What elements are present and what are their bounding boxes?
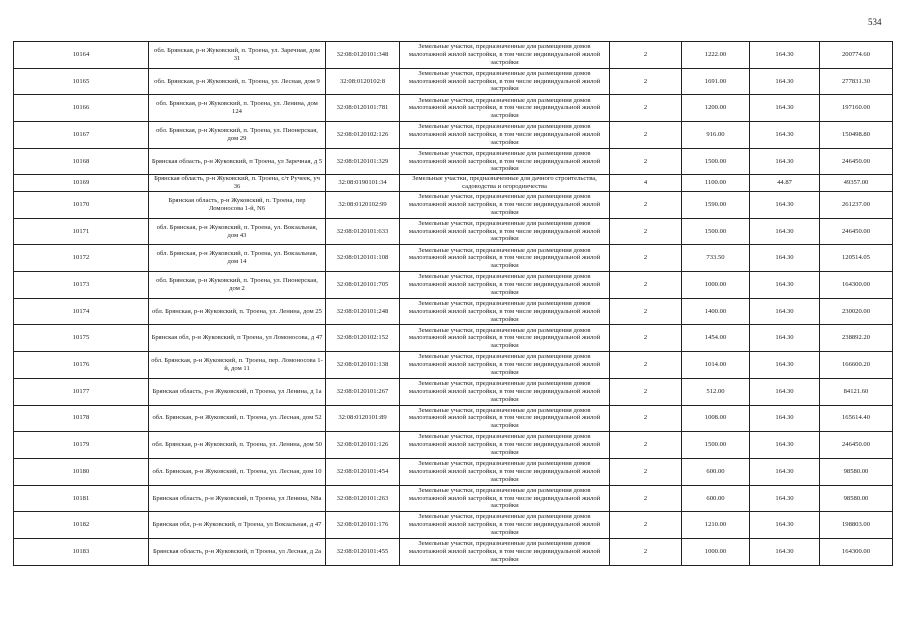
address-cell: обл. Брянская, р-н Жуковский, п. Троена, ул. Заречная, дом 31: [149, 42, 326, 69]
category-cell: 2: [610, 405, 682, 432]
cadastral-value-cell: 164300.00: [820, 272, 893, 299]
category-cell: 2: [610, 352, 682, 379]
table-row: [14, 485, 893, 512]
category-cell: 2: [610, 95, 682, 122]
cadastral-value-cell: 84121.60: [820, 378, 893, 405]
page-number: 534: [868, 17, 882, 27]
cadastral-number-cell: 32:08:0120101:89: [326, 405, 400, 432]
cadastral-number-cell: 32:08:0120102:8: [326, 68, 400, 95]
area-cell: 1590.00: [682, 192, 750, 219]
table-row: [14, 245, 893, 272]
address-cell: Брянская обл, р-н Жуковский, п Троена, ул Вокзальная, д 47: [149, 512, 326, 539]
table-row: [14, 175, 893, 192]
parcel-id-cell: 10165: [14, 68, 149, 95]
table-row: [14, 192, 893, 219]
land-use-cell: Земельные участки, предназначенные для размещения домов малоэтажной жилой застройки, в том числе индивидуальной жилой застройки: [400, 538, 610, 565]
cadastral-number-cell: 32:08:0120101:633: [326, 218, 400, 245]
land-use-cell: Земельные участки, предназначенные для размещения домов малоэтажной жилой застройки, в том числе индивидуальной жилой застройки: [400, 68, 610, 95]
parcel-id-cell: 10175: [14, 325, 149, 352]
land-use-cell: Земельные участки, предназначенные для размещения домов малоэтажной жилой застройки, в том числе индивидуальной жилой застройки: [400, 148, 610, 175]
rate-cell: 164.30: [750, 68, 820, 95]
table-row: [14, 405, 893, 432]
address-cell: обл. Брянская, р-н Жуковский, п. Троена, ул. Вокзальная, дом 43: [149, 218, 326, 245]
cadastral-value-cell: 120514.05: [820, 245, 893, 272]
rate-cell: 164.30: [750, 485, 820, 512]
parcel-id-cell: 10173: [14, 272, 149, 299]
parcel-id-cell: 10172: [14, 245, 149, 272]
address-cell: обл. Брянская, р-н Жуковский, п. Троена, ул. Лесная, дом 9: [149, 68, 326, 95]
cadastral-value-cell: 200774.60: [820, 42, 893, 69]
address-cell: обл. Брянская, р-н Жуковский, п. Троена, ул. Лесная, дом 10: [149, 458, 326, 485]
rate-cell: 164.30: [750, 458, 820, 485]
land-use-cell: Земельные участки, предназначенные для размещения домов малоэтажной жилой застройки, в том числе индивидуальной жилой застройки: [400, 122, 610, 149]
category-cell: 2: [610, 512, 682, 539]
parcel-id-cell: 10171: [14, 218, 149, 245]
area-cell: 600.00: [682, 458, 750, 485]
rate-cell: 164.30: [750, 298, 820, 325]
category-cell: 2: [610, 148, 682, 175]
rate-cell: 164.30: [750, 405, 820, 432]
area-cell: 1454.00: [682, 325, 750, 352]
category-cell: 2: [610, 325, 682, 352]
land-use-cell: Земельные участки, предназначенные для размещения домов малоэтажной жилой застройки, в том числе индивидуальной жилой застройки: [400, 325, 610, 352]
parcel-id-cell: 10183: [14, 538, 149, 565]
parcel-id-cell: 10181: [14, 485, 149, 512]
cadastral-number-cell: 32:08:0120101:176: [326, 512, 400, 539]
area-cell: 1500.00: [682, 218, 750, 245]
land-use-cell: Земельные участки, предназначенные для размещения домов малоэтажной жилой застройки, в том числе индивидуальной жилой застройки: [400, 352, 610, 379]
cadastral-number-cell: 32:08:0120101:248: [326, 298, 400, 325]
parcel-id-cell: 10182: [14, 512, 149, 539]
address-cell: обл. Брянская, р-н Жуковский, п. Троена, ул. Лесная, дом 52: [149, 405, 326, 432]
address-cell: обл. Брянская, р-н Жуковский, п. Троена, ул. Вокзальная, дом 14: [149, 245, 326, 272]
address-cell: Брянская область, р-н Жуковский, п. Троена, пер Ломоносова 1-й, N6: [149, 192, 326, 219]
rate-cell: 164.30: [750, 378, 820, 405]
land-use-cell: Земельные участки, предназначенные для размещения домов малоэтажной жилой застройки, в том числе индивидуальной жилой застройки: [400, 95, 610, 122]
table-row: [14, 458, 893, 485]
land-use-cell: Земельные участки, предназначенные для размещения домов малоэтажной жилой застройки, в том числе индивидуальной жилой застройки: [400, 432, 610, 459]
rate-cell: 164.30: [750, 218, 820, 245]
address-cell: Брянская обл, р-н Жуковский, п Троена, ул Ломоносова, д 47: [149, 325, 326, 352]
land-use-cell: Земельные участки, предназначенные для размещения домов малоэтажной жилой застройки, в том числе индивидуальной жилой застройки: [400, 485, 610, 512]
land-use-cell: Земельные участки, предназначенные для размещения домов малоэтажной жилой застройки, в том числе индивидуальной жилой застройки: [400, 458, 610, 485]
land-use-cell: Земельные участки, предназначенные для размещения домов малоэтажной жилой застройки, в том числе индивидуальной жилой застройки: [400, 378, 610, 405]
address-cell: Брянская область, р-н Жуковский, п Троена, ул Заречная, д 5: [149, 148, 326, 175]
table-row: [14, 538, 893, 565]
cadastral-number-cell: 32:08:0120101:781: [326, 95, 400, 122]
address-cell: обл. Брянская, р-н Жуковский, п. Троена, ул. Ленина, дом 25: [149, 298, 326, 325]
cadastral-value-cell: 166600.20: [820, 352, 893, 379]
area-cell: 733.50: [682, 245, 750, 272]
land-use-cell: Земельные участки, предназначенные для размещения домов малоэтажной жилой застройки, в том числе индивидуальной жилой застройки: [400, 218, 610, 245]
table-row: [14, 42, 893, 69]
cadastral-value-cell: 246450.00: [820, 218, 893, 245]
cadastral-number-cell: 32:08:0120102:152: [326, 325, 400, 352]
parcel-id-cell: 10174: [14, 298, 149, 325]
cadastral-value-cell: 230020.00: [820, 298, 893, 325]
land-use-cell: Земельные участки, предназначенные для размещения домов малоэтажной жилой застройки, в том числе индивидуальной жилой застройки: [400, 405, 610, 432]
cadastral-value-cell: 164300.00: [820, 538, 893, 565]
parcel-id-cell: 10177: [14, 378, 149, 405]
parcel-id-cell: 10180: [14, 458, 149, 485]
cadastral-value-cell: 197160.00: [820, 95, 893, 122]
area-cell: 600.00: [682, 485, 750, 512]
rate-cell: 164.30: [750, 192, 820, 219]
parcel-id-cell: 10170: [14, 192, 149, 219]
area-cell: 1400.00: [682, 298, 750, 325]
category-cell: 2: [610, 538, 682, 565]
area-cell: 1210.00: [682, 512, 750, 539]
rate-cell: 164.30: [750, 148, 820, 175]
category-cell: 2: [610, 458, 682, 485]
address-cell: Брянская область, р-н Жуковский, п. Троена, с/т Ручеек, уч 36: [149, 175, 326, 192]
cadastral-value-cell: 98580.00: [820, 485, 893, 512]
cadastral-value-cell: 238892.20: [820, 325, 893, 352]
cadastral-number-cell: 32:08:0190101:34: [326, 175, 400, 192]
cadastral-number-cell: 32:08:0120101:348: [326, 42, 400, 69]
rate-cell: 164.30: [750, 95, 820, 122]
category-cell: 2: [610, 298, 682, 325]
table-row: [14, 512, 893, 539]
cadastral-value-cell: 98580.00: [820, 458, 893, 485]
parcel-id-cell: 10168: [14, 148, 149, 175]
cadastral-number-cell: 32:08:0120101:108: [326, 245, 400, 272]
cadastral-number-cell: 32:08:0120101:454: [326, 458, 400, 485]
table-row: [14, 352, 893, 379]
table-row: [14, 432, 893, 459]
address-cell: Брянская область, р-н Жуковский, п Троена, ул Ленина, N8а: [149, 485, 326, 512]
address-cell: обл. Брянская, р-н Жуковский, п. Троена, пер. Ломоносова 1-й, дом 11: [149, 352, 326, 379]
land-registry-table: [13, 41, 893, 566]
cadastral-value-cell: 246450.00: [820, 148, 893, 175]
category-cell: 2: [610, 42, 682, 69]
address-cell: обл. Брянская, р-н Жуковский, п. Троена, ул. Пионерская, дом 29: [149, 122, 326, 149]
category-cell: 2: [610, 245, 682, 272]
area-cell: 1200.00: [682, 95, 750, 122]
category-cell: 2: [610, 68, 682, 95]
cadastral-value-cell: 49357.00: [820, 175, 893, 192]
land-use-cell: Земельные участки, предназначенные для дачного строительства, садоводства и огородничества: [400, 175, 610, 192]
rate-cell: 164.30: [750, 432, 820, 459]
rate-cell: 164.30: [750, 42, 820, 69]
parcel-id-cell: 10176: [14, 352, 149, 379]
cadastral-value-cell: 165614.40: [820, 405, 893, 432]
cadastral-number-cell: 32:08:0120102:99: [326, 192, 400, 219]
table-row: [14, 95, 893, 122]
area-cell: 1222.00: [682, 42, 750, 69]
land-use-cell: Земельные участки, предназначенные для размещения домов малоэтажной жилой застройки, в том числе индивидуальной жилой застройки: [400, 42, 610, 69]
parcel-id-cell: 10166: [14, 95, 149, 122]
category-cell: 4: [610, 175, 682, 192]
category-cell: 2: [610, 378, 682, 405]
area-cell: 1691.00: [682, 68, 750, 95]
category-cell: 2: [610, 122, 682, 149]
rate-cell: 164.30: [750, 538, 820, 565]
area-cell: 512.00: [682, 378, 750, 405]
land-use-cell: Земельные участки, предназначенные для размещения домов малоэтажной жилой застройки, в том числе индивидуальной жилой застройки: [400, 272, 610, 299]
parcel-id-cell: 10179: [14, 432, 149, 459]
table-row: [14, 378, 893, 405]
area-cell: 1100.00: [682, 175, 750, 192]
area-cell: 1500.00: [682, 432, 750, 459]
parcel-id-cell: 10169: [14, 175, 149, 192]
address-cell: обл. Брянская, р-н Жуковский, п. Троена, ул. Ленина, дом 124: [149, 95, 326, 122]
cadastral-number-cell: 32:08:0120101:705: [326, 272, 400, 299]
category-cell: 2: [610, 218, 682, 245]
cadastral-value-cell: 150498.80: [820, 122, 893, 149]
category-cell: 2: [610, 432, 682, 459]
address-cell: обл. Брянская, р-н Жуковский, п. Троена, ул. Пионерская, дом 2: [149, 272, 326, 299]
rate-cell: 164.30: [750, 122, 820, 149]
rate-cell: 164.30: [750, 512, 820, 539]
cadastral-number-cell: 32:08:0120101:455: [326, 538, 400, 565]
parcel-id-cell: 10167: [14, 122, 149, 149]
land-use-cell: Земельные участки, предназначенные для размещения домов малоэтажной жилой застройки, в том числе индивидуальной жилой застройки: [400, 192, 610, 219]
table-row: [14, 218, 893, 245]
table-row: [14, 272, 893, 299]
table-row: [14, 148, 893, 175]
area-cell: 1008.00: [682, 405, 750, 432]
rate-cell: 164.30: [750, 325, 820, 352]
table-row: [14, 68, 893, 95]
address-cell: Брянская область, р-н Жуковский, п Троена, ул Ленина, д 1а: [149, 378, 326, 405]
address-cell: Брянская область, р-н Жуковский, п Троена, ул Лесная, д 2а: [149, 538, 326, 565]
rate-cell: 164.30: [750, 245, 820, 272]
cadastral-number-cell: 32:08:0120101:267: [326, 378, 400, 405]
parcel-id-cell: 10178: [14, 405, 149, 432]
cadastral-number-cell: 32:08:0120101:126: [326, 432, 400, 459]
table-row: [14, 298, 893, 325]
area-cell: 916.00: [682, 122, 750, 149]
cadastral-number-cell: 32:08:0120101:329: [326, 148, 400, 175]
area-cell: 1014.00: [682, 352, 750, 379]
parcel-id-cell: 10164: [14, 42, 149, 69]
area-cell: 1000.00: [682, 538, 750, 565]
rate-cell: 164.30: [750, 352, 820, 379]
cadastral-number-cell: 32:08:0120101:263: [326, 485, 400, 512]
cadastral-value-cell: 246450.00: [820, 432, 893, 459]
land-use-cell: Земельные участки, предназначенные для размещения домов малоэтажной жилой застройки, в том числе индивидуальной жилой застройки: [400, 512, 610, 539]
cadastral-value-cell: 277831.30: [820, 68, 893, 95]
table-row: [14, 325, 893, 352]
land-use-cell: Земельные участки, предназначенные для размещения домов малоэтажной жилой застройки, в том числе индивидуальной жилой застройки: [400, 298, 610, 325]
area-cell: 1500.00: [682, 148, 750, 175]
cadastral-value-cell: 198803.00: [820, 512, 893, 539]
cadastral-number-cell: 32:08:0120102:126: [326, 122, 400, 149]
address-cell: обл. Брянская, р-н Жуковский, п. Троена, ул. Ленина, дом 50: [149, 432, 326, 459]
area-cell: 1000.00: [682, 272, 750, 299]
rate-cell: 44.87: [750, 175, 820, 192]
cadastral-value-cell: 261237.00: [820, 192, 893, 219]
category-cell: 2: [610, 272, 682, 299]
registry-table-body: [14, 42, 893, 566]
land-use-cell: Земельные участки, предназначенные для размещения домов малоэтажной жилой застройки, в том числе индивидуальной жилой застройки: [400, 245, 610, 272]
cadastral-number-cell: 32:08:0120101:138: [326, 352, 400, 379]
table-row: [14, 122, 893, 149]
category-cell: 2: [610, 485, 682, 512]
rate-cell: 164.30: [750, 272, 820, 299]
category-cell: 2: [610, 192, 682, 219]
